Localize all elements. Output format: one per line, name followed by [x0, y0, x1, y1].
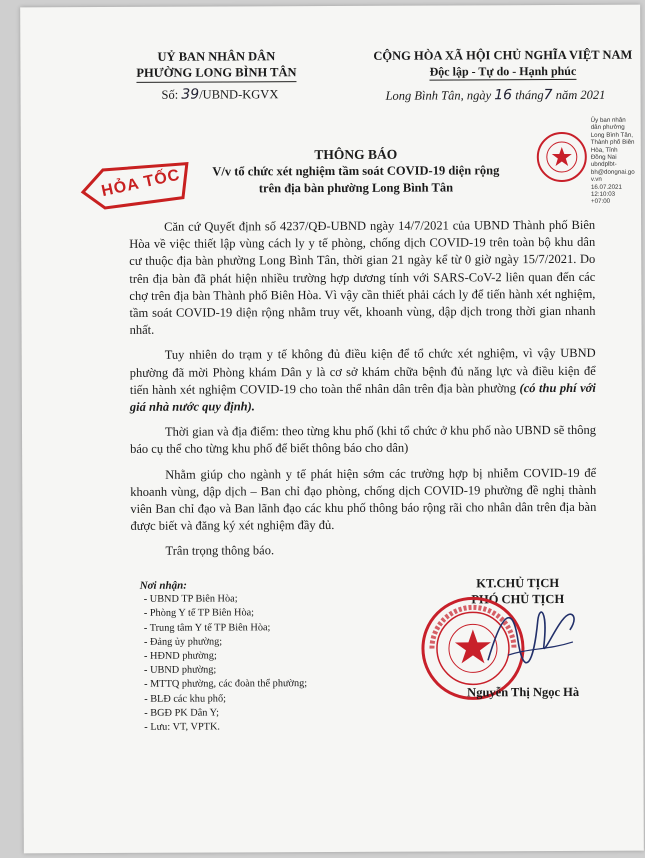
date-suffix: năm 2021 [555, 87, 606, 103]
recipients-list [140, 578, 401, 735]
fee-note: (có thu phí với giá nhà nước quy định). [129, 380, 596, 414]
recipients-heading: Nơi nhận: [139, 579, 187, 592]
esign-line: 12:10:03 [590, 190, 616, 198]
document-title [181, 145, 531, 198]
recipient-item: - Đảng ủy phường; [143, 636, 223, 648]
body-paragraph-4: Nhằm giúp cho ngành y tế phát hiện sớm các trường hợp bị nhiễm COVID-19 để khoanh vùng, dập dịch – Ban chỉ đạo phòng, chống dịch COVID-19 phường đề nghị thành viên Ban chỉ đạo và Ban lãnh đạo các khu phố thông báo rộng rãi cho nhân dân trên địa bàn được biết và đăng ký xét nghiệm đầy đủ. [130, 465, 597, 534]
document-number [162, 86, 279, 103]
recipient-item: - MTTQ phường, các đoàn thể phường; [144, 678, 308, 691]
number-suffix: /UBND-KGVX [199, 87, 279, 102]
document-page [20, 5, 644, 854]
title-subject-line2: trên địa bàn phường Long Bình Tân [258, 180, 454, 196]
digital-signature-info [591, 117, 645, 206]
body-paragraph-3: Thời gian và địa điểm: theo từng khu phố (khi tổ chức ở khu phố nào UBND sẽ thông báo cụ thể cho từng khu phố để biết thông báo cho dân) [130, 423, 597, 457]
national-header [360, 47, 645, 81]
signer-title: PHÓ CHỦ TỊCH [471, 591, 565, 607]
date-prefix: Long Bình Tân, ngày [385, 88, 492, 103]
esign-line: Ủy ban nhân [590, 116, 626, 124]
esign-line: ubndplbt- [590, 161, 617, 169]
document-body [129, 217, 597, 569]
recipient-item: - BGĐ PK Dân Y; [144, 707, 220, 719]
esign-line: v.vn [590, 176, 602, 184]
esign-line: Thành phố Biên [590, 138, 635, 147]
number-handwritten: 39 [181, 86, 200, 103]
number-prefix: Số: [161, 87, 179, 102]
urgent-stamp-text: HỎA TỐC [99, 166, 182, 201]
recipient-item: - Lưu: VT, VPTK. [144, 721, 220, 733]
date-day: 16 [494, 87, 513, 104]
esign-line: Long Bình Tân, [590, 131, 633, 139]
recipient-item: - Phòng Y tế TP Biên Hòa; [143, 607, 255, 620]
title-subject-line1: V/v tổ chức xét nghiệm tầm soát COVID-19 diện rộng [212, 163, 500, 179]
date-mid: tháng [515, 88, 544, 103]
esign-line: dân phường [590, 124, 625, 132]
digital-seal-stamp [536, 131, 588, 183]
national-title: CỘNG HÒA XÃ HỘI CHỦ NGHĨA VIỆT NAM [373, 47, 633, 63]
recipient-item: - UBND TP Biên Hòa; [143, 593, 238, 606]
title-heading: THÔNG BÁO [314, 146, 398, 163]
body-paragraph-2-text: Tuy nhiên do trạm y tế không đủ điều kiện để tổ chức xét nghiệm, vì vậy UBND phường đã mời Phòng khám Dân y là cơ sở khám chữa bệnh đủ năng lực và điều kiện để tiến hành xét nghiệm COVID-19 cho toàn thể nhân dân trên địa bàn phường [129, 346, 596, 397]
date-month: 7 [543, 87, 553, 104]
issuer-line1: UỶ BAN NHÂN DÂN [157, 49, 276, 64]
handwritten-signature [478, 600, 588, 680]
signer-authority: KT.CHỦ TỊCH [476, 576, 560, 591]
esign-line: +07:00 [590, 198, 611, 206]
closing-line: Trân trọng thông báo. [165, 543, 275, 559]
esign-line: Hòa, Tỉnh [590, 146, 618, 154]
document-date [386, 87, 606, 104]
esign-line: Đồng Nai [590, 153, 617, 161]
national-motto: Độc lập - Tự do - Hạnh phúc [429, 63, 577, 79]
issuer-line2: PHƯỜNG LONG BÌNH TÂN [136, 64, 296, 83]
urgent-stamp [79, 162, 191, 212]
recipient-item: - Trung tâm Y tế TP Biên Hòa; [143, 621, 271, 634]
recipient-item: - UBND phường; [144, 664, 217, 677]
recipient-item: - BLĐ các khu phố; [144, 693, 226, 705]
recipient-item: - HĐND phường; [143, 650, 217, 662]
body-paragraph-2 [130, 345, 596, 416]
issuer-header [116, 48, 316, 83]
signer-name: Nguyễn Thị Ngọc Hà [467, 684, 580, 700]
esign-line: 16.07.2021 [590, 183, 622, 191]
body-paragraph-1: Căn cứ Quyết định số 4237/QĐ-UBND ngày 14/7/2021 của UBND Thành phố Biên Hòa về việc thiết lập vùng cách ly y tế phòng, chống dịch COVID-19 trên toàn bộ khu dân cư thuộc địa bàn phường Long Bình Tân, thời gian 21 ngày kể từ 0 giờ ngày 15/7/2021. Do trên địa bàn đã phát hiện nhiều trường hợp dương tính với SARS-CoV-2 liên quan đến các chợ trên địa bàn Thành phố Biên Hòa. Vì vậy cần thiết phải cách ly để tiến hành xét nghiệm, tầm soát COVID-19 diện rộng nhằm truy vết, khoanh vùng, dập dịch trong thời gian nhanh nhất. [129, 217, 596, 338]
esign-line: bh@dongnai.go [590, 168, 635, 176]
